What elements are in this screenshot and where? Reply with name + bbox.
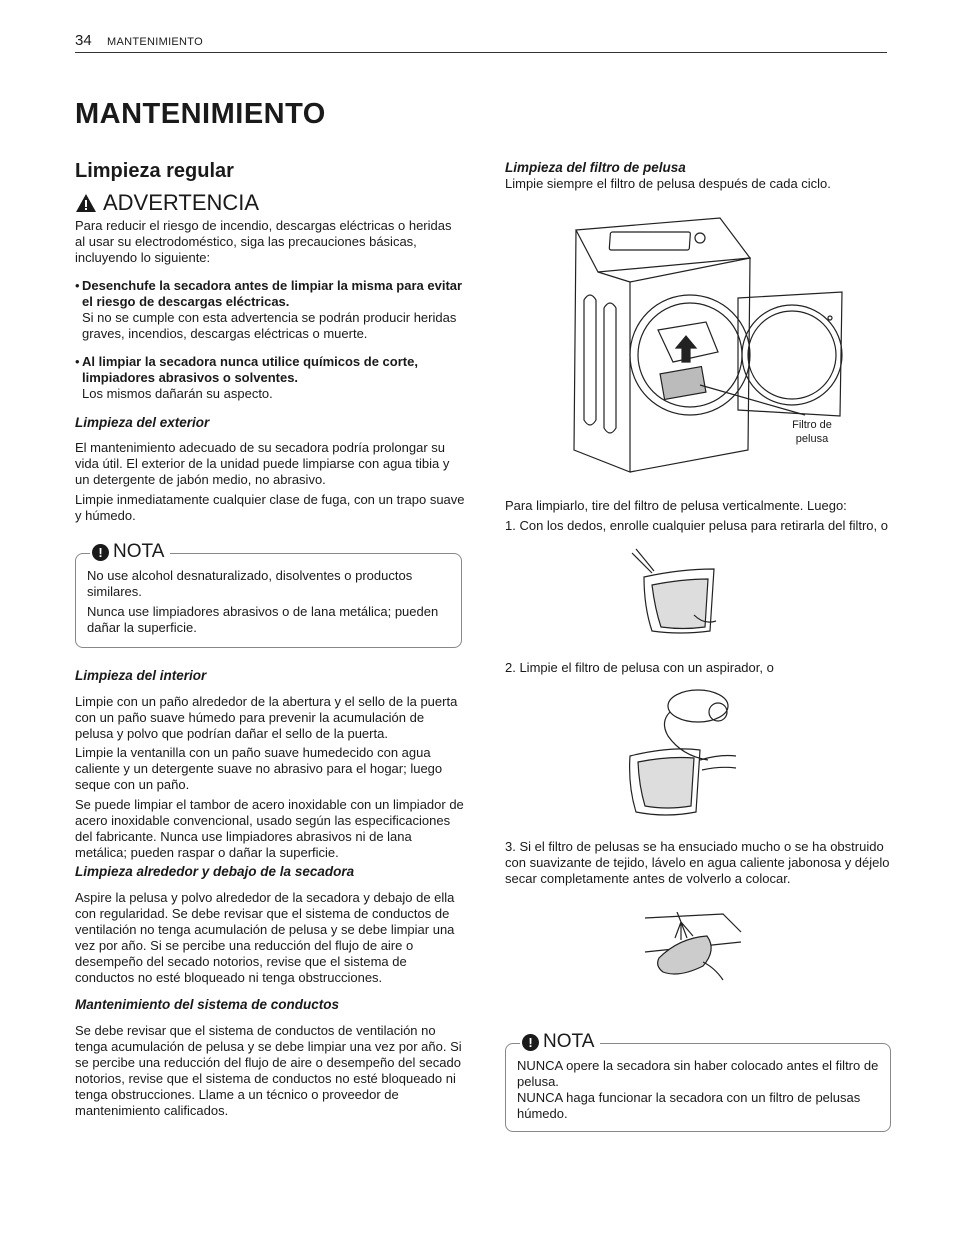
warning-title: ADVERTENCIA: [103, 190, 260, 215]
note-title-left: NOTA: [113, 541, 165, 562]
page-number: 34: [75, 32, 92, 49]
filter-intro: Limpie siempre el filtro de pelusa después de cada ciclo.: [505, 176, 831, 191]
exterior-heading: Limpieza del exterior: [75, 415, 210, 430]
note-left-p1: No use alcohol desnaturalizado, disolventes o productos similares.: [87, 568, 413, 599]
note-left-p2: Nunca use limpiadores abrasivos o de lana metálica; pueden dañar la superficie.: [87, 604, 439, 635]
interior-paragraph-3: Se puede limpiar el tambor de acero inoxidable con un limpiador de acero inoxidable convencional, usado según las especificaciones del fabricante. Nunca use limpiadores abrasivos ni de lana metálica; pueden raspar o dañar la superficie.: [75, 797, 464, 860]
note-heading-right: [520, 1031, 600, 1053]
note-title-right: NOTA: [543, 1031, 595, 1052]
note-heading-left: [90, 541, 170, 563]
around-paragraph: Aspire la pelusa y polvo alrededor de la secadora y debajo de ella con regularidad. Se debe revisar que el sistema de conductos de ventilación no tenga acumulación de pelusa y se debe limpiar una vez por año. Si se percibe una reducción del flujo de aire o desempeño del secado notorios, revise que el sistema de conductos no esté bloqueado ni tenga obstrucciones.: [75, 890, 455, 985]
warning-bullet-1: • Desenchufe la secadora antes de limpiar la misma para evitar el riesgo de descargas eléctricas. Si no se cumple con esta advertencia se podrán producir heridas graves, incendios, descargas eléctricas o muerte.: [75, 278, 467, 342]
page-title: MANTENIMIENTO: [75, 98, 326, 130]
vacuum-illustration: [620, 686, 740, 821]
note-right-p2: NUNCA haga funcionar la secadora con un filtro de pelusas húmedo.: [517, 1090, 861, 1121]
warning-heading: [75, 190, 259, 216]
around-heading: Limpieza alrededor y debajo de la secadora: [75, 864, 355, 879]
interior-heading: Limpieza del interior: [75, 668, 207, 683]
warning-bullet-2: • Al limpiar la secadora nunca utilice químicos de corte, limpiadores abrasivos o solventes. Los mismos dañarán su aspecto.: [75, 354, 467, 402]
filter-hand-illustration: [622, 545, 722, 637]
exterior-paragraph-1: El mantenimiento adecuado de su secadora podría prolongar su vida útil. El exterior de la unidad puede limpiarse con agua tibia y un detergente de jabón medio, no abrasivo.: [75, 440, 450, 487]
note-box-right: [505, 1031, 891, 1132]
warning-intro: Para reducir el riesgo de incendio, descargas eléctricas o heridas al usar su electrodoméstico, siga las precauciones básicas, incluyendo lo siguiente:: [75, 218, 452, 265]
interior-paragraph-1: Limpie con un paño alrededor de la abertura y el sello de la puerta con un paño suave húmedo para prevenir la acumulación de pelusa y polvo que podrían dañar el sello de la puerta.: [75, 694, 458, 741]
filter-label: Filtro de pelusa: [792, 419, 832, 445]
header-rule: [75, 52, 887, 53]
filter-washing-illustration: [643, 912, 743, 987]
step-2: 2. Limpie el filtro de pelusa con un aspirador, o: [505, 660, 774, 675]
filter-heading: Limpieza del filtro de pelusa: [505, 160, 686, 175]
interior-paragraph-2: Limpie la ventanilla con un paño suave humedecido con agua caliente y un detergente suave no abrasivo para el hogar; luego seque con un paño.: [75, 745, 443, 792]
note-box-left: [75, 541, 462, 648]
warning-bullet-1-text: Si no se cumple con esta advertencia se podrán producir heridas graves, incendios, descargas eléctricas o muerte.: [82, 310, 457, 341]
warning-triangle-icon: [75, 193, 97, 213]
warning-bullet-2-text: Los mismos dañarán su aspecto.: [82, 386, 273, 401]
exterior-paragraph-2: Limpie inmediatamente cualquier clase de fuga, con un trapo suave y húmedo.: [75, 492, 465, 523]
warning-bullet-1-bold: Desenchufe la secadora antes de limpiar la misma para evitar el riesgo de descargas eléctricas.: [82, 278, 463, 309]
step-1: 1. Con los dedos, enrolle cualquier pelusa para retirarla del filtro, o: [505, 518, 888, 533]
pull-instructions: Para limpiarlo, tire del filtro de pelusa verticalmente. Luego:: [505, 498, 847, 513]
exclamation-icon: !: [92, 544, 109, 561]
ducts-paragraph: Se debe revisar que el sistema de conductos de ventilación no tenga acumulación de pelusa y se debe limpiar una vez por año. Si se percibe una reducción del flujo de aire o desempeño del secado notorios, revise que el sistema de conductos no esté bloqueado ni tenga obstrucciones. Llame a un técnico o proveedor de mantenimiento calificados.: [75, 1023, 462, 1118]
warning-bullet-2-bold: Al limpiar la secadora nunca utilice químicos de corte, limpiadores abrasivos o solventes.: [82, 354, 418, 385]
ducts-heading: Mantenimiento del sistema de conductos: [75, 997, 340, 1012]
running-header: MANTENIMIENTO: [107, 36, 203, 48]
section-subtitle: Limpieza regular: [75, 160, 234, 182]
note-right-p1: NUNCA opere la secadora sin haber colocado antes el filtro de pelusa.: [517, 1058, 879, 1089]
exclamation-icon: !: [522, 1034, 539, 1051]
step-3: 3. Si el filtro de pelusas se ha ensuciado mucho o se ha obstruido con suavizante de tejido, lávelo en agua caliente jabonosa y déjelo secar completamente antes de volverlo a colocar.: [505, 839, 890, 886]
